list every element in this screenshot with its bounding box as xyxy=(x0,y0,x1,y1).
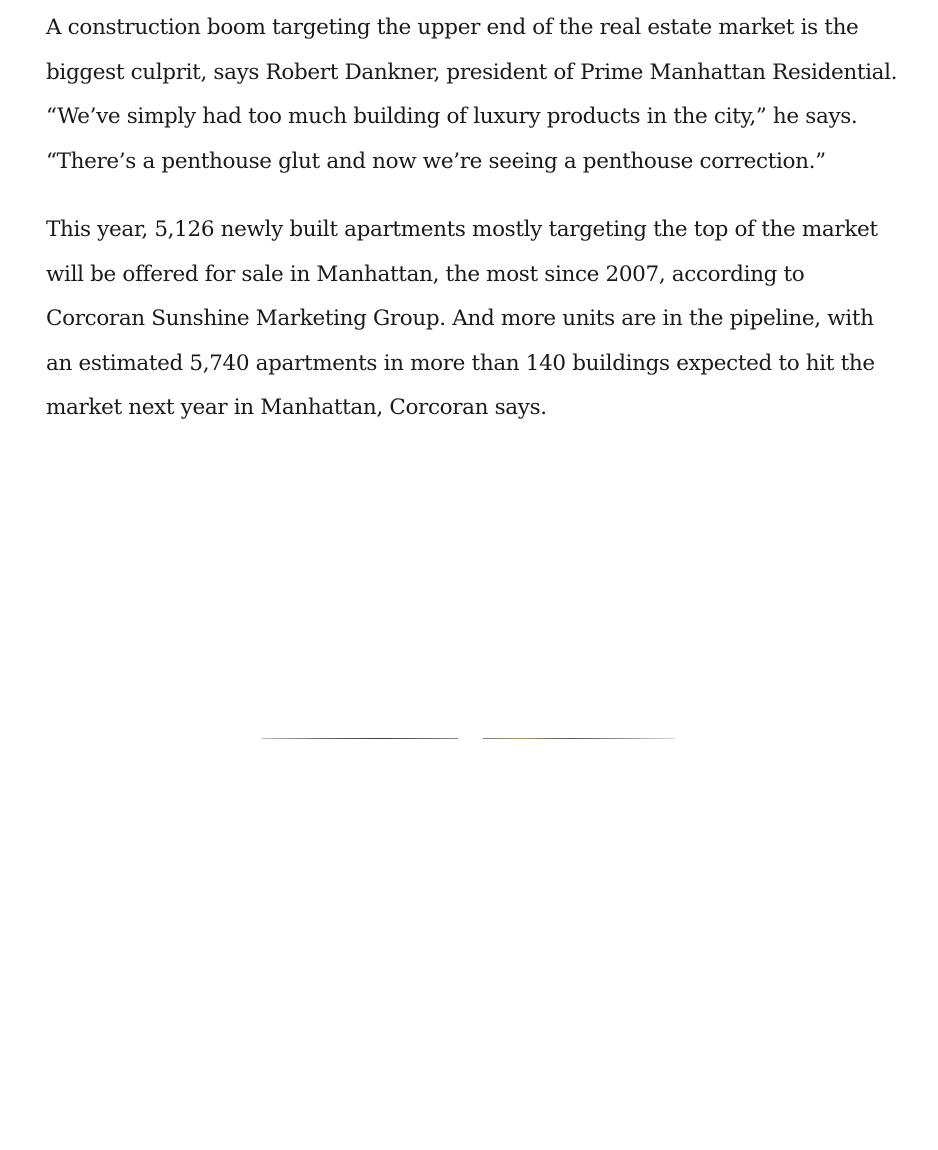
embed-divider-left xyxy=(262,738,458,739)
article-paragraph: This year, 5,126 newly built apartments mostly targeting the top of the market will be offered for sale in Manhattan, the most since 2007, according to Corcoran Sunshine Marketing Group. And more units are in the pipeline, with an estimated 5,740 apartments in more than 140 buildings expected to hit the market next year in Manhattan, Corcoran says. xyxy=(46,217,878,420)
embed-divider-right xyxy=(483,738,675,739)
article-body xyxy=(46,6,906,455)
article-paragraph: A construction boom targeting the upper end of the real estate market is the biggest culprit, says Robert Dankner, president of Prime Manhattan Residential. “We’ve simply had too much building of luxury products in the city,” he says. “There’s a penthouse glut and now we’re seeing a penthouse correction.” xyxy=(46,15,898,174)
